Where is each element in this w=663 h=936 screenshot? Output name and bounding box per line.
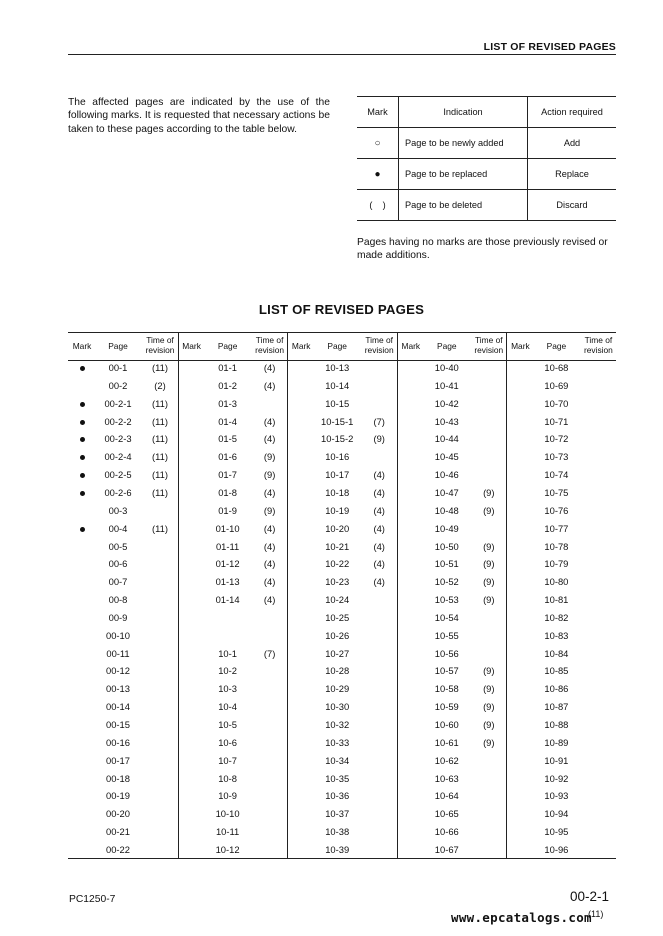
legend-note: Pages having no marks are those previously revised or made additions. <box>357 237 608 262</box>
revision-time-cell: (4) <box>373 486 385 498</box>
page-number-cell: 00-17 <box>106 754 130 766</box>
page-number-cell: 10-1 <box>218 647 237 659</box>
page-number-cell: 00-2-1 <box>104 397 132 409</box>
page-number-cell: 00-12 <box>106 665 130 677</box>
footer-model: PC1250-7 <box>69 894 116 905</box>
page-number-cell: 10-81 <box>544 594 569 606</box>
page-number-cell: 10-26 <box>325 629 350 641</box>
page-number-cell: 00-7 <box>108 576 128 588</box>
revision-time-cell: (9) <box>483 576 495 588</box>
page-number-cell: 10-12 <box>215 843 240 855</box>
revision-time-cell: (4) <box>263 540 276 552</box>
filled-circle-icon: ● <box>357 159 399 190</box>
page-number-cell: 10-36 <box>325 790 350 802</box>
replaced-mark-icon <box>80 366 85 371</box>
footer-page-number: 00-2-1 <box>570 889 610 904</box>
page-number-cell: 10-23 <box>325 576 350 588</box>
page-number-cell: 10-80 <box>544 576 569 588</box>
revision-time-cell: (9) <box>483 736 495 748</box>
revision-time-cell: (9) <box>483 558 495 570</box>
grid-header-page: Page <box>327 341 347 351</box>
revision-time-cell: (7) <box>373 415 385 427</box>
legend-action: Discard <box>528 190 617 221</box>
page-number-cell: 10-21 <box>325 540 350 552</box>
page-number-cell: 00-2 <box>108 379 128 391</box>
revision-time-cell: (9) <box>483 683 495 695</box>
column-separator <box>397 332 398 858</box>
page-number-cell: 10-71 <box>544 415 569 427</box>
replaced-mark-icon <box>80 437 85 442</box>
grid-header-page: Page <box>437 341 457 351</box>
grid-bottom-rule <box>68 858 616 859</box>
page-number-cell: 10-89 <box>544 736 569 748</box>
page-number-cell: 10-67 <box>434 843 459 855</box>
page-number-cell: 10-70 <box>544 397 569 409</box>
revision-time-cell: (4) <box>263 433 276 445</box>
grid-header-page: Page <box>217 341 238 351</box>
page-number-cell: 10-41 <box>434 379 459 391</box>
parentheses-mark: ( ) <box>357 190 399 221</box>
page-number-cell: 01-4 <box>218 415 237 427</box>
page-number-cell: 01-2 <box>218 379 237 391</box>
page-number-cell: 10-17 <box>325 469 350 481</box>
page-number-cell: 00-11 <box>106 647 130 659</box>
revision-time-cell: (4) <box>373 558 385 570</box>
grid-header-mark: Mark <box>291 341 311 351</box>
page-number-cell: 10-6 <box>218 736 237 748</box>
page-number-cell: 00-4 <box>108 522 128 534</box>
revision-time-cell: (9) <box>483 665 495 677</box>
revision-time-cell: (4) <box>263 558 276 570</box>
revision-time-cell: (11) <box>152 397 168 409</box>
page-number-cell: 10-85 <box>544 665 569 677</box>
page-number-cell: 10-72 <box>544 433 569 445</box>
legend-header-row <box>357 97 616 128</box>
page-number-cell: 10-79 <box>544 558 569 570</box>
page-number-cell: 01-7 <box>218 469 237 481</box>
revision-time-cell: (11) <box>152 486 168 498</box>
page-number-cell: 10-74 <box>544 469 569 481</box>
column-separator <box>506 332 507 858</box>
page-number-cell: 10-16 <box>325 451 350 463</box>
page-number-cell: 00-1 <box>108 362 128 373</box>
page-number-cell: 10-40 <box>434 362 459 373</box>
grid-header-time: Time of revision <box>145 335 175 355</box>
page-number-cell: 10-22 <box>325 558 350 570</box>
legend-header-mark: Mark <box>357 97 399 128</box>
page-number-cell: 10-14 <box>325 379 350 391</box>
replaced-mark-icon <box>80 473 85 478</box>
grid-header-mark: Mark <box>72 341 92 351</box>
page-number-cell: 10-61 <box>434 736 459 748</box>
revision-time-cell: (4) <box>373 504 385 516</box>
page-number-cell: 00-19 <box>106 790 130 802</box>
replaced-mark-icon <box>80 402 85 407</box>
revision-time-cell: (9) <box>483 594 495 606</box>
page-number-cell: 10-58 <box>434 683 459 695</box>
grid-header-rule <box>68 360 616 361</box>
page-number-cell: 10-51 <box>434 558 459 570</box>
grid-header-mark: Mark <box>511 341 530 351</box>
page-number-cell: 10-4 <box>218 701 237 713</box>
header-rule <box>68 54 616 55</box>
page-number-cell: 10-47 <box>434 486 459 498</box>
page-number-cell: 10-46 <box>434 469 459 481</box>
grid-header-mark: Mark <box>401 341 421 351</box>
page-number-cell: 10-95 <box>544 826 569 838</box>
marks-legend-table <box>357 96 616 221</box>
page-number-cell: 10-78 <box>544 540 569 552</box>
legend-header-action: Action required <box>528 97 617 128</box>
page-number-cell: 00-2-5 <box>104 469 132 481</box>
page-number-cell: 10-88 <box>544 719 569 730</box>
page-number-cell: 10-13 <box>325 362 350 373</box>
revision-time-cell: (2) <box>154 379 166 391</box>
revision-time-cell: (11) <box>152 451 168 463</box>
revised-pages-title: LIST OF REVISED PAGES <box>258 302 425 317</box>
page-number-cell: 10-66 <box>434 826 459 838</box>
page-number-cell: 00-2-3 <box>104 433 132 445</box>
page-number-cell: 10-34 <box>325 754 350 766</box>
page-number-cell: 00-21 <box>106 826 130 838</box>
page-number-cell: 10-48 <box>434 504 459 516</box>
page-number-cell: 10-11 <box>215 826 240 838</box>
page-number-cell: 10-42 <box>434 397 459 409</box>
page-number-cell: 00-5 <box>108 540 128 552</box>
page-number-cell: 10-18 <box>325 486 350 498</box>
revision-time-cell: (4) <box>263 362 276 373</box>
revision-time-cell: (9) <box>263 469 276 481</box>
page-number-cell: 10-77 <box>544 522 569 534</box>
page-number-cell: 10-73 <box>544 451 569 463</box>
revision-time-cell: (11) <box>152 522 168 534</box>
revision-time-cell: (9) <box>263 451 276 463</box>
legend-indication: Page to be deleted <box>399 190 528 221</box>
page-number-cell: 01-8 <box>218 486 237 498</box>
page-number-cell: 10-75 <box>544 486 569 498</box>
page-number-cell: 01-6 <box>218 451 237 463</box>
grid-header-time: Time of revision <box>474 335 504 355</box>
intro-paragraph: The affected pages are indicated by the use of the following marks. It is requested that necessary actions be taken to these pages according to the table below. <box>68 97 330 135</box>
revision-time-cell: (11) <box>152 469 168 481</box>
page-number-cell: 10-35 <box>325 772 350 784</box>
page-number-cell: 10-37 <box>325 808 350 820</box>
grid-header-mark: Mark <box>182 341 201 351</box>
page-number-cell: 10-52 <box>434 576 459 588</box>
open-circle-icon: ○ <box>357 128 399 159</box>
revision-time-cell: (4) <box>263 522 276 534</box>
page-number-cell: 10-92 <box>544 772 569 784</box>
column-separator <box>287 332 288 858</box>
page-number-cell: 10-8 <box>218 772 237 784</box>
page-number-cell: 00-18 <box>106 772 130 784</box>
revision-time-cell: (11) <box>152 415 168 427</box>
page-number-cell: 10-27 <box>325 647 350 659</box>
page-number-cell: 00-3 <box>108 504 128 516</box>
page-number-cell: 10-43 <box>434 415 459 427</box>
legend-action: Add <box>528 128 617 159</box>
watermark: www.epcatalogs.com <box>451 910 592 925</box>
page-number-cell: 01-9 <box>218 504 237 516</box>
page-number-cell: 01-5 <box>218 433 237 445</box>
page-number-cell: 10-28 <box>325 665 350 677</box>
revision-time-cell: (4) <box>373 540 385 552</box>
page-number-cell: 10-50 <box>434 540 459 552</box>
grid-header-time: Time of revision <box>255 335 285 355</box>
legend-header-indication: Indication <box>399 97 528 128</box>
page-number-cell: 01-10 <box>215 522 240 534</box>
page-number-cell: 10-91 <box>544 754 569 766</box>
replaced-mark-icon <box>80 527 85 532</box>
page-number-cell: 10-57 <box>434 665 459 677</box>
column-separator <box>178 332 179 858</box>
grid-header-time: Time of revision <box>583 335 613 355</box>
revision-time-cell: (9) <box>373 433 385 445</box>
revision-time-cell: (4) <box>263 486 276 498</box>
page-number-cell: 10-25 <box>325 611 350 623</box>
page-number-cell: 10-33 <box>325 736 350 748</box>
page-number-cell: 10-19 <box>325 504 350 516</box>
replaced-mark-icon <box>80 491 85 496</box>
page-number-cell: 00-2-6 <box>104 486 132 498</box>
page-number-cell: 10-63 <box>434 772 459 784</box>
revision-time-cell: (9) <box>483 486 495 498</box>
page-number-cell: 00-22 <box>106 843 130 855</box>
page-number-cell: 10-44 <box>434 433 459 445</box>
grid-header-page: Page <box>546 341 567 351</box>
page-number-cell: 10-45 <box>434 451 459 463</box>
page-number-cell: 10-10 <box>215 808 240 820</box>
page-number-cell: 10-30 <box>325 701 350 713</box>
revision-time-cell: (11) <box>152 362 168 373</box>
revision-time-cell: (9) <box>483 540 495 552</box>
legend-action: Replace <box>528 159 617 190</box>
page-number-cell: 10-38 <box>325 826 350 838</box>
page-number-cell: 10-94 <box>544 808 569 820</box>
page-number-cell: 01-3 <box>218 397 237 409</box>
page-number-cell: 10-20 <box>325 522 350 534</box>
grid-top-rule <box>68 332 616 333</box>
replaced-mark-icon <box>80 455 85 460</box>
revision-time-cell: (9) <box>483 504 495 516</box>
page-number-cell: 10-83 <box>544 629 569 641</box>
page-number-cell: 10-68 <box>544 362 569 373</box>
page-number-cell: 00-13 <box>106 683 130 695</box>
revision-time-cell: (9) <box>263 504 276 516</box>
page-number-cell: 00-15 <box>106 719 130 730</box>
legend-row-replace <box>357 159 616 190</box>
page-number-cell: 00-14 <box>106 701 130 713</box>
page-number-cell: 10-7 <box>218 754 237 766</box>
page-number-cell: 10-93 <box>544 790 569 802</box>
revision-time-cell: (4) <box>263 415 276 427</box>
page-number-cell: 01-1 <box>218 362 237 373</box>
legend-row-discard <box>357 190 616 221</box>
page-number-cell: 10-32 <box>325 719 350 730</box>
revision-time-cell: (9) <box>483 701 495 713</box>
page-number-cell: 10-62 <box>434 754 459 766</box>
replaced-mark-icon <box>80 420 85 425</box>
page-number-cell: 10-96 <box>544 843 569 855</box>
legend-indication: Page to be newly added <box>399 128 528 159</box>
page-number-cell: 00-8 <box>108 594 128 606</box>
page-number-cell: 00-6 <box>108 558 128 570</box>
page-number-cell: 10-2 <box>218 665 237 677</box>
revision-time-cell: (9) <box>483 719 495 730</box>
page-number-cell: 01-13 <box>215 576 240 588</box>
page-number-cell: 00-2-4 <box>104 451 132 463</box>
page-number-cell: 10-64 <box>434 790 459 802</box>
page-number-cell: 10-9 <box>218 790 237 802</box>
page-number-cell: 10-60 <box>434 719 459 730</box>
page-number-cell: 10-65 <box>434 808 459 820</box>
page-number-cell: 10-82 <box>544 611 569 623</box>
page-number-cell: 01-11 <box>215 540 240 552</box>
page-number-cell: 00-16 <box>106 736 130 748</box>
page-number-cell: 10-29 <box>325 683 350 695</box>
revision-time-cell: (7) <box>263 647 276 659</box>
revision-time-cell: (4) <box>263 594 276 606</box>
page-number-cell: 10-53 <box>434 594 459 606</box>
revision-time-cell: (4) <box>373 576 385 588</box>
revision-time-cell: (4) <box>263 576 276 588</box>
revision-time-cell: (4) <box>263 379 276 391</box>
page-number-cell: 10-59 <box>434 701 459 713</box>
page-number-cell: 00-9 <box>108 611 128 623</box>
page-number-cell: 00-20 <box>106 808 130 820</box>
page-number-cell: 10-69 <box>544 379 569 391</box>
legend-row-add <box>357 128 616 159</box>
page-number-cell: 10-5 <box>218 719 237 730</box>
page-number-cell: 01-12 <box>215 558 240 570</box>
page-number-cell: 10-87 <box>544 701 569 713</box>
header-title: LIST OF REVISED PAGES <box>483 41 616 53</box>
page-number-cell: 10-86 <box>544 683 569 695</box>
revision-time-cell: (4) <box>373 469 385 481</box>
page-number-cell: 10-39 <box>325 843 350 855</box>
page-number-cell: 10-15 <box>325 397 350 409</box>
page-number-cell: 10-55 <box>434 629 459 641</box>
page-number-cell: 10-24 <box>325 594 350 606</box>
page-number-cell: 00-10 <box>106 629 130 641</box>
page-number-cell: 10-15-2 <box>321 433 354 445</box>
grid-header-time: Time of revision <box>364 335 394 355</box>
page-number-cell: 10-49 <box>434 522 459 534</box>
page-number-cell: 10-56 <box>434 647 459 659</box>
revision-time-cell: (11) <box>152 433 168 445</box>
footer-revision: (11) <box>588 909 604 919</box>
legend-indication: Page to be replaced <box>399 159 528 190</box>
page-number-cell: 10-15-1 <box>321 415 354 427</box>
page-number-cell: 10-3 <box>218 683 237 695</box>
grid-header-page: Page <box>108 341 128 351</box>
page-number-cell: 10-76 <box>544 504 569 516</box>
page-number-cell: 10-84 <box>544 647 569 659</box>
revision-time-cell: (4) <box>373 522 385 534</box>
page-number-cell: 01-14 <box>215 594 240 606</box>
page-number-cell: 10-54 <box>434 611 459 623</box>
page-number-cell: 00-2-2 <box>104 415 132 427</box>
